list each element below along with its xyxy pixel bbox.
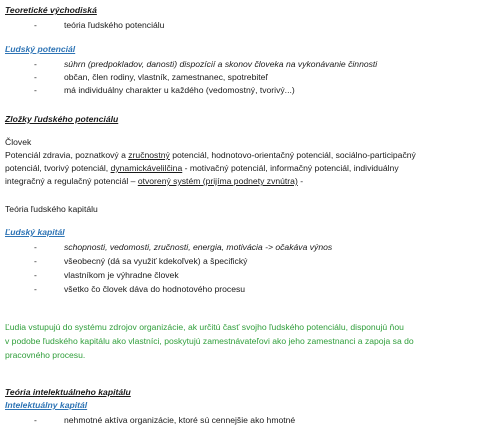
list-item-text: má individuálny charakter u každého (vedomostný, tvorivý...) xyxy=(64,85,295,95)
heading-zlozky-ludskeho-potencialu: Zložky ľudského potenciálu xyxy=(5,114,119,124)
paragraph-clovek: Človek xyxy=(5,137,32,147)
bullet-dash: - xyxy=(34,270,37,280)
paragraph-line xyxy=(5,150,416,161)
list-item-text: schopnosti, vedomosti, zručnosti, energia, motivácia -> očakáva výnos xyxy=(64,242,333,252)
bullet-dash: - xyxy=(34,85,37,95)
list-item-text: nehmotné aktíva organizácie, ktoré sú cennejšie ako hmotné xyxy=(64,415,296,425)
green-paragraph-line: Ľudia vstupujú do systému zdrojov organizácie, ak určitú časť svojho ľudského potenciálu, disponujú ňou xyxy=(5,322,404,332)
list-item xyxy=(34,284,245,295)
bullet-dash: - xyxy=(34,242,37,252)
list-item xyxy=(34,256,247,267)
text-run: - motivačný potenciál, informačný potenciál, individuálny xyxy=(182,163,399,173)
paragraph-teoria-ludskeho-kapitalu: Teória ľudského kapitálu xyxy=(5,204,98,214)
heading-teoria-intelektualneho-kapitalu: Teória intelektuálneho kapitálu xyxy=(5,387,131,397)
bullet-dash: - xyxy=(34,284,37,294)
text-run-underlined: otvorený systém (prijíma podnety zvnútra) xyxy=(137,176,298,186)
green-paragraph-line: v podobe ľudského kapitálu ako vlastníci, poskytujú zamestnávateľovi ako jeho zamestnanci a zapoja sa do xyxy=(5,336,414,346)
list-item xyxy=(34,85,295,96)
list-item-text: občan, člen rodiny, vlastník, zamestnanec, spotrebiteľ xyxy=(64,72,268,82)
bullet-dash: - xyxy=(34,415,37,425)
list-item-text: všeobecný (dá sa využiť kdekoľvek) a špecifický xyxy=(64,256,248,266)
list-item xyxy=(34,415,295,426)
list-item xyxy=(34,72,268,83)
bullet-dash: - xyxy=(34,72,37,82)
green-paragraph-line: pracovného procesu. xyxy=(5,350,86,360)
list-item-text: súhrn (predpokladov, danosti) xyxy=(64,59,180,69)
text-run: integračný a regulačný potenciál – xyxy=(5,176,138,186)
text-run: Potenciál zdravia, poznatkový a xyxy=(5,150,129,160)
list-item xyxy=(34,20,164,31)
text-run-underlined: dynamickávelilčina xyxy=(110,163,183,173)
list-item-text-emph: dispozícií a skonov človeka na vykonávanie činnosti xyxy=(179,59,378,69)
bullet-dash: - xyxy=(34,59,37,69)
heading-ludsky-potencial: Ľudský potenciál xyxy=(5,44,76,54)
heading-ludsky-kapital: Ľudský kapitál xyxy=(5,227,65,237)
paragraph-line xyxy=(5,163,399,174)
list-item xyxy=(34,59,377,70)
list-item-text: všetko čo človek dáva do hodnotového procesu xyxy=(64,284,246,294)
list-item xyxy=(34,270,179,281)
list-item-text: vlastníkom je výhradne človek xyxy=(64,270,179,280)
heading-intelektualny-kapital: Intelektuálny kapitál xyxy=(5,400,88,410)
heading-teoreticke-vychodiska: Teoretické východiská xyxy=(5,5,97,15)
list-item xyxy=(34,242,332,253)
list-item-text: teória ľudského potenciálu xyxy=(64,20,165,30)
bullet-dash: - xyxy=(34,256,37,266)
text-run: - xyxy=(297,176,304,186)
bullet-dash: - xyxy=(34,20,37,30)
text-run: potenciál, tvorivý potenciál, xyxy=(5,163,111,173)
text-run: potenciál, hodnotovo-orientačný potenciál, sociálno-participačný xyxy=(169,150,416,160)
paragraph-line xyxy=(5,176,303,187)
text-run-underlined: zručnostný xyxy=(128,150,170,160)
